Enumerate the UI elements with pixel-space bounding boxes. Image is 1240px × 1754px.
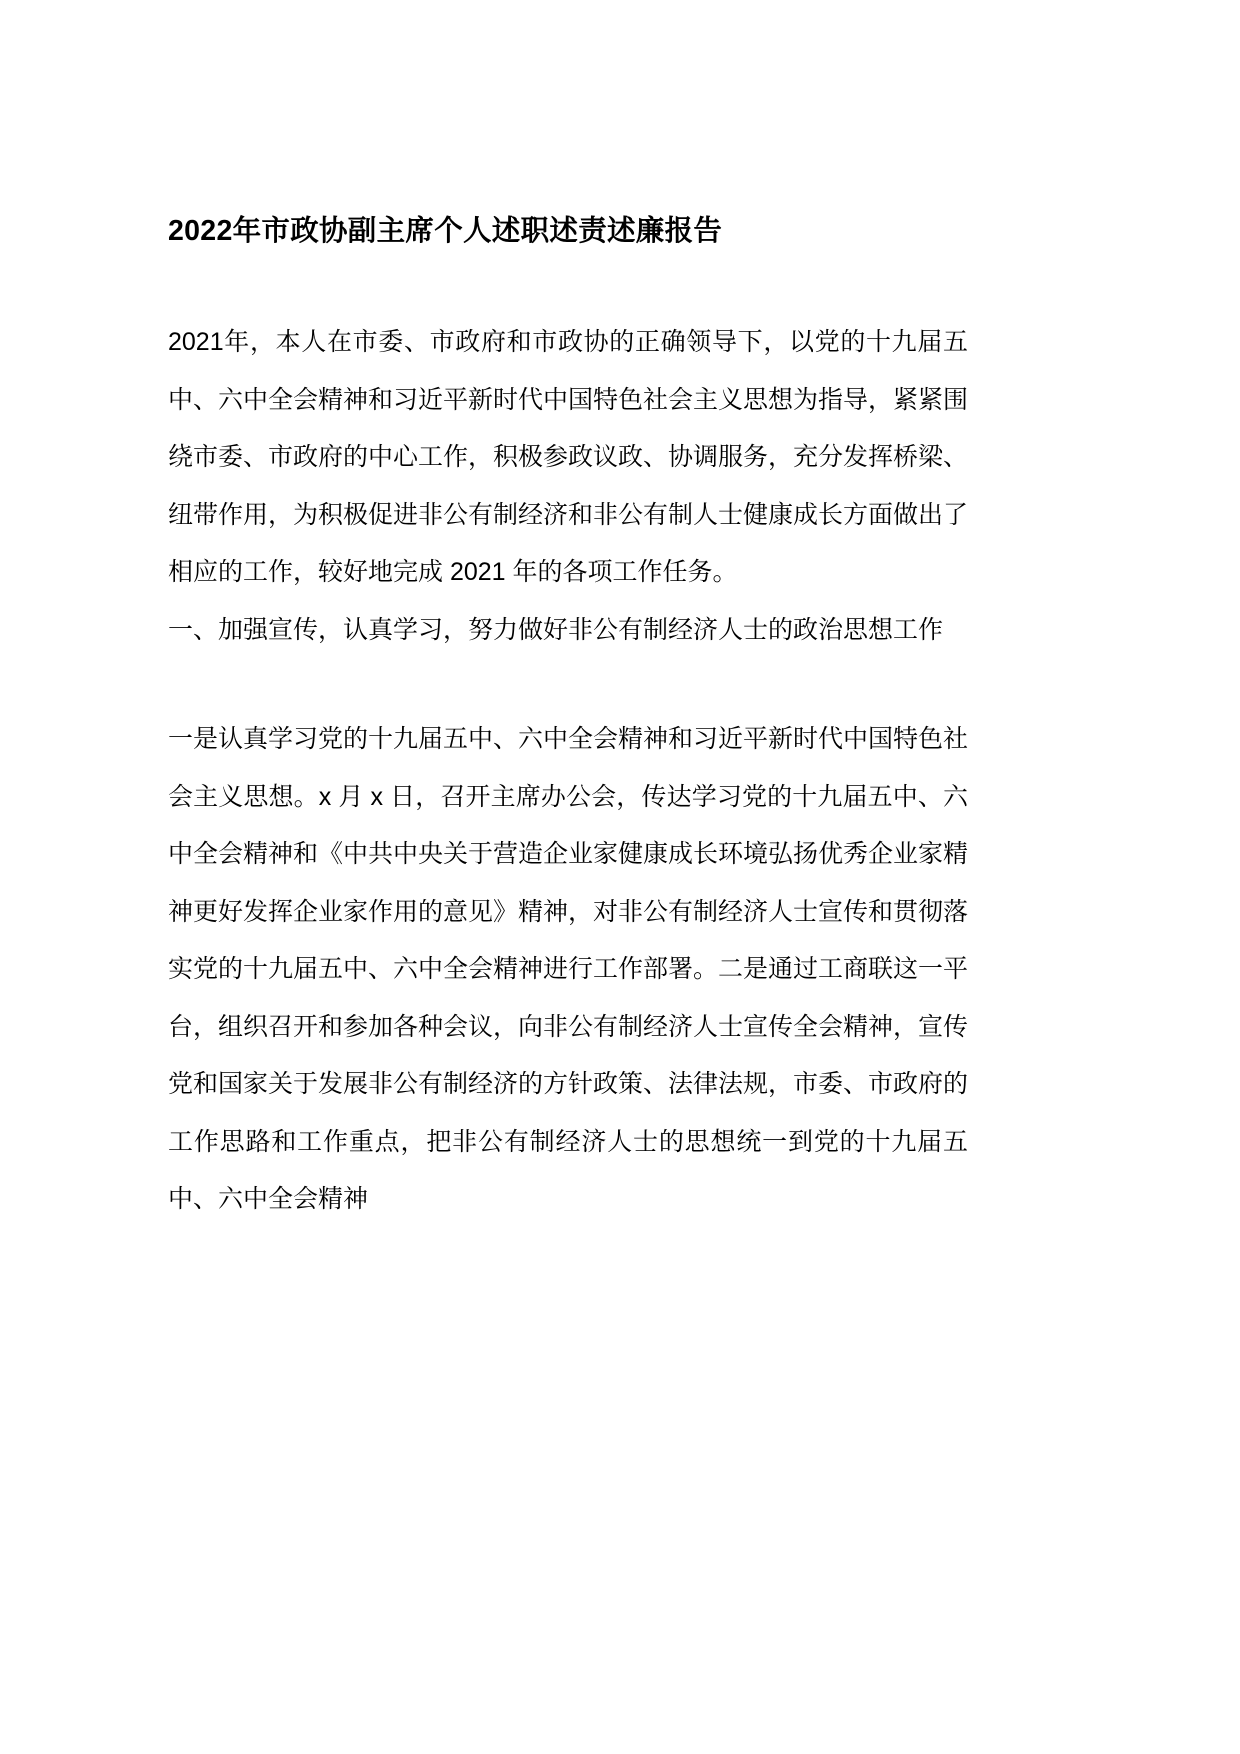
section-heading-one: 一、加强宣传，认真学习，努力做好非公有制经济人士的政治思想工作 [168, 615, 944, 644]
page-title: 2022年市政协副主席个人述职述责述廉报告 [168, 215, 723, 247]
intro-paragraph: 2021年，本人在市委、市政府和市政协的正确领导下，以党的十九届五中、六中全会精神和习近平新时代中国特色社会主义思想为指导，紧紧围绕市委、市政府的中心工作，积极参政议政、协调服务，充分发挥桥梁、纽带作用，为积极促进非公有制经济和非公有制人士健康成长方面做出了相应的工作，较好地完成 2021 年的各项工作任务。 [168, 328, 969, 587]
section-one-body: 一是认真学习党的十九届五中、六中全会精神和习近平新时代中国特色社会主义思想。x 月 x 日，召开主席办公会，传达学习党的十九届五中、六中全会精神和《中共中央关于营造企业家健康成长环境弘扬优秀企业家精神更好发挥企业家作用的意见》精神，对非公有制经济人士宣传和贯彻落实党的十九届五中、六中全会精神进行工作部署。二是通过工商联这一平台，组织召开和参加各种会议，向非公有制经济人士宣传全会精神，宣传党和国家关于发展非公有制经济的方针政策、法律法规，市委、市政府的工作思路和工作重点，把非公有制经济人士的思想统一到党的十九届五中、六中全会精神 [168, 725, 969, 1214]
document-content [168, 0, 968, 1229]
